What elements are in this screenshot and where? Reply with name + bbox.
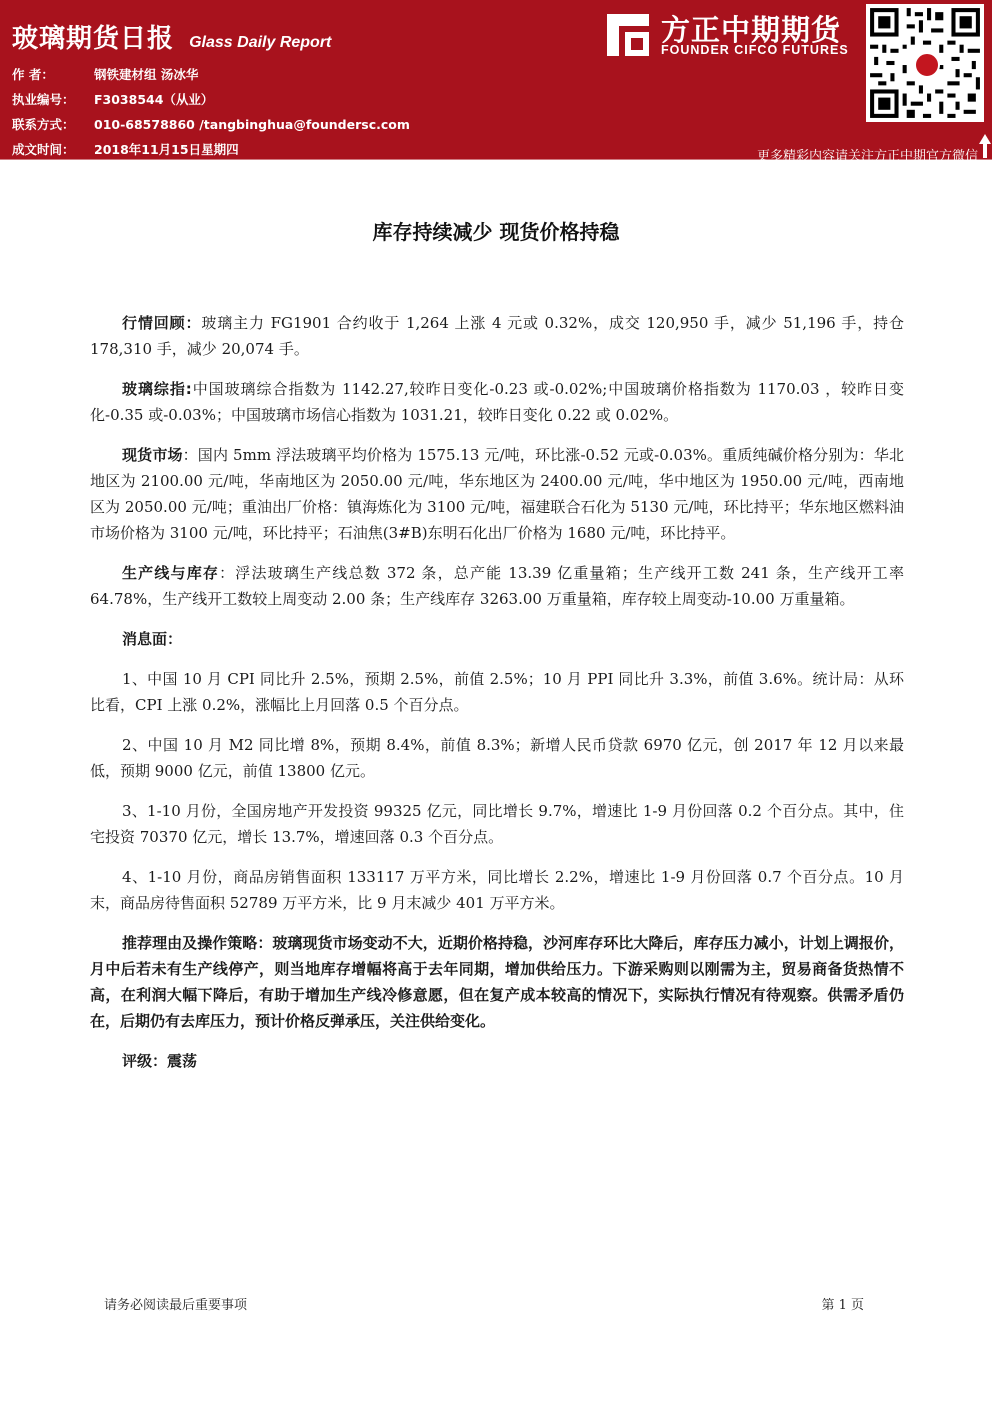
document-title: 库存持续减少 现货价格持稳 — [372, 220, 620, 244]
section-label: 生产线与库存 — [122, 564, 220, 582]
meta-value: 2018年11月15日星期四 — [94, 142, 239, 157]
meta-value: 钢铁建材组 汤冰华 — [94, 67, 199, 82]
meta-label: 联系方式： — [12, 117, 75, 132]
company-logo — [603, 10, 858, 62]
up-arrow-icon — [978, 132, 992, 160]
logo-text-cn: 方正中期期货 — [661, 13, 842, 47]
spot-market-paragraph — [90, 442, 904, 546]
market-review-paragraph — [90, 310, 904, 362]
footer-disclaimer: 请务必阅读最后重要事项 — [104, 1298, 248, 1313]
report-title-en: Glass Daily Report — [189, 34, 332, 51]
document-body — [90, 310, 904, 1088]
news-item: 1、中国 10 月 CPI 同比升 2.5%，预期 2.5%，前值 2.5%；10 月 PPI 同比升 3.3%，前值 3.6%。统计局：从环比看，CPI 上涨 0.2%，涨幅比上月回落 0.5 个百分点。 — [90, 670, 904, 714]
header-divider — [0, 159, 992, 160]
meta-label: 执业编号： — [12, 92, 75, 107]
meta-label: 作 者： — [12, 67, 54, 82]
section-text: 玻璃主力 FG1901 合约收于 1,264 上涨 4 元或 0.32%，成交 120,950 手，减少 51,196 手，持仓 178,310 手，减少 20,074 手。 — [90, 314, 904, 358]
news-item: 4、1-10 月份，商品房销售面积 133117 万平方米，同比增长 2.2%，增速比 1-9 月份回落 0.7 个百分点。10 月末，商品房待售面积 52789 万平方米，比 9 月末减少 401 万平方米。 — [90, 868, 904, 912]
section-text: 中国玻璃综合指数为 1142.27,较昨日变化-0.23 或-0.02%;中国玻璃价格指数为 1170.03 ，较昨日变化-0.35 或-0.03%；中国玻璃市场信心指数为 1031.21，较昨日变化 0.22 或 0.02%。 — [90, 380, 904, 424]
header-banner — [0, 0, 992, 164]
meta-value: 010-68578860 /tangbinghua@foundersc.com — [94, 117, 410, 132]
page-number: 第 1 页 — [821, 1298, 864, 1313]
section-label: 消息面： — [122, 630, 183, 648]
news-item: 2、中国 10 月 M2 同比增 8%，预期 8.4%，前值 8.3%；新增人民币贷款 6970 亿元，创 2017 年 12 月以来最低，预期 9000 亿元，前值 13800 亿元。 — [90, 736, 904, 780]
rating-paragraph: 评级：震荡 — [122, 1052, 198, 1070]
glass-index-paragraph — [90, 376, 904, 428]
section-label: 玻璃综指: — [122, 380, 192, 398]
wechat-qr-code — [866, 4, 984, 122]
section-label: 行情回顾： — [122, 314, 202, 332]
follow-wechat-text: 更多精彩内容请关注方正中期官方微信 — [756, 149, 978, 164]
author-meta — [12, 62, 410, 162]
news-item: 3、1-10 月份，全国房地产开发投资 99325 亿元，同比增长 9.7%，增速比 1-9 月份回落 0.2 个百分点。其中，住宅投资 70370 亿元，增长 13.7%，增速回落 0.3 个百分点。 — [90, 802, 904, 846]
qr-center-logo-icon — [914, 52, 940, 78]
meta-author — [12, 62, 410, 87]
strategy-paragraph: 推荐理由及操作策略：玻璃现货市场变动不大，近期价格持稳，沙河库存环比大降后，库存压力减小，计划上调报价，月中后若未有生产线停产，则当地库存增幅将高于去年同期，增加供给压力。下游采购则以刚需为主，贸易商备货热情不高，在利润大幅下降后，有助于增加生产线冷修意愿，但在复产成本较高的情况下，实际执行情况有待观察。供需矛盾仍在，后期仍有去库压力，预计价格反弹承压，关注供给变化。 — [90, 934, 904, 1030]
logo-text-en: FOUNDER CIFCO FUTURES — [661, 43, 849, 57]
section-label: 现货市场 — [122, 446, 183, 464]
report-title — [12, 18, 331, 55]
meta-license — [12, 87, 410, 112]
section-text: ：浮法玻璃生产线总数 372 条，总产能 13.39 亿重量箱；生产线开工数 241 条，生产线开工率 64.78%，生产线开工数较上周变动 2.00 条；生产线库存 3263.00 万重量箱，库存较上周变动-10.00 万重量箱。 — [90, 564, 904, 608]
section-text: ：国内 5mm 浮法玻璃平均价格为 1575.13 元/吨，环比涨-0.52 元或-0.03%。重质纯碱价格分别为：华北地区为 2100.00 元/吨，华南地区为 2050.00 元/吨，华东地区为 2400.00 元/吨，华中地区为 1950.00 元/吨，西南地区为 2050.00 元/吨；重油出厂价格：镇海炼化为 3100 元/吨，福建联合石化为 5130 元/吨，环比持平；华东地区燃料油市场价格为 3100 元/吨，环比持平；石油焦(3#B)东明石化出厂价格为 1680 元/吨，环比持平。 — [90, 446, 904, 542]
meta-contact — [12, 112, 410, 137]
meta-value: F3038544（从业） — [94, 92, 214, 107]
news-heading — [90, 626, 904, 652]
report-title-cn: 玻璃期货日报 — [12, 24, 175, 54]
meta-label: 成文时间： — [12, 142, 75, 157]
logo-mark-icon — [603, 10, 653, 60]
production-paragraph — [90, 560, 904, 612]
